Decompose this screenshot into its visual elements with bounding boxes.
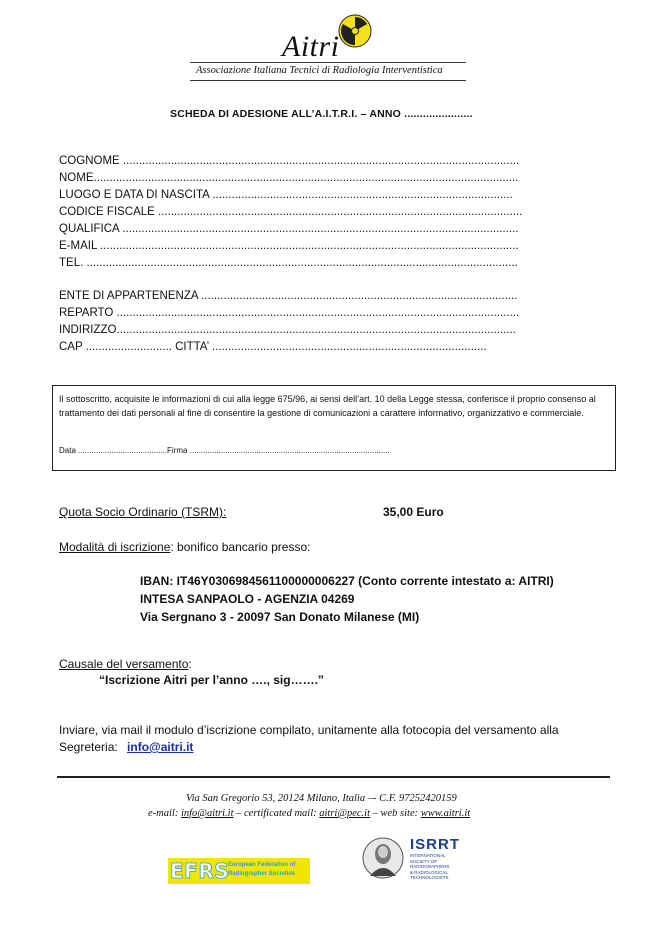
- firma-label: Firma: [167, 446, 188, 455]
- consent-text: Il sottoscritto, acquisite le informazioni di cui alla legge 675/96, ai sensi dell’art. 10 della Legge stessa, conferisce il proprio consenso al trattamento dei dati personali al fine di consentire la gestione di comunicazioni a carattere informativo, organizzativo e commerciale.: [59, 394, 596, 418]
- footer-contacts: [148, 808, 470, 819]
- aitri-logo: [190, 12, 470, 84]
- segreteria-label: Segreteria:: [59, 740, 118, 754]
- isrrt-logo: [362, 834, 472, 884]
- footer-divider: [57, 776, 610, 778]
- field-email[interactable]: E-MAIL ...................................................................................................................................: [59, 240, 519, 252]
- footer-email-label: e-mail:: [148, 808, 179, 819]
- isrrt-name-line-4: & RADIOLOGICAL: [410, 869, 449, 875]
- firma-field[interactable]: ..........................................................................................: [189, 446, 390, 455]
- invio-block: [59, 722, 559, 756]
- field-cap-citta[interactable]: CAP ........................... CITTA’ ......................................................................................: [59, 341, 487, 353]
- field-codice-fiscale[interactable]: CODICE FISCALE ..................................................................................................................: [59, 206, 523, 218]
- modalita-text: : bonifico bancario presso:: [170, 540, 311, 554]
- efrs-name: [228, 861, 295, 879]
- data-field[interactable]: ........................................: [78, 446, 168, 455]
- modalita-row: [59, 540, 310, 554]
- field-qualifica[interactable]: QUALIFICA ............................................................................................................................: [59, 223, 519, 235]
- member-form: [59, 154, 607, 355]
- isrrt-name-line-5: TECHNOLOGISTS: [410, 875, 449, 880]
- causale-colon: :: [188, 657, 192, 671]
- logo-underline: [190, 62, 466, 63]
- consent-signature-line: [59, 446, 609, 455]
- field-ente[interactable]: ENTE DI APPARTENENZA ...................................................................................................: [59, 290, 518, 302]
- segreteria-email-link[interactable]: info@aitri.it: [127, 740, 194, 754]
- radiation-icon: [338, 14, 372, 48]
- isrrt-portrait-icon: [362, 836, 404, 880]
- efrs-badge: [168, 858, 230, 884]
- field-indirizzo[interactable]: INDIRIZZO.............................................................................................................................: [59, 324, 516, 336]
- isrrt-abbr: ISRRT: [410, 836, 460, 853]
- association-name: Associazione Italiana Tecnici di Radiologia Interventistica: [196, 65, 443, 76]
- invio-line-1: Inviare, via mail il modulo d’iscrizione compilato, unitamente alla fotocopia del versamento alla: [59, 723, 559, 737]
- field-tel[interactable]: TEL. .......................................................................................................................................: [59, 257, 518, 269]
- logo-underline-bottom: [190, 80, 466, 81]
- invio-line-2: [59, 739, 559, 756]
- bank-address-line: Via Sergnano 3 - 20097 San Donato Milanese (MI): [140, 610, 420, 624]
- isrrt-name: [410, 853, 450, 881]
- field-reparto[interactable]: REPARTO ..............................................................................................................................: [59, 307, 520, 319]
- footer-pec-link[interactable]: aitri@pec.it: [319, 808, 371, 819]
- modalita-label: Modalità di iscrizione: [59, 540, 171, 554]
- logo-wordmark: Aitri: [282, 30, 340, 63]
- isrrt-name-line-1: INTERNATIONAL: [410, 853, 446, 858]
- footer-web-link[interactable]: www.aitri.it: [420, 808, 471, 819]
- efrs-abbr: EFRS: [170, 859, 230, 883]
- efrs-logo: [168, 858, 310, 884]
- data-label: Data: [59, 446, 76, 455]
- efrs-name-line-2: Radiographer Societies: [228, 871, 296, 877]
- causale-row: [59, 657, 192, 671]
- efrs-name-line-1: European Federation of: [228, 862, 296, 868]
- bank-line: INTESA SANPAOLO - AGENZIA 04269: [140, 592, 355, 606]
- field-luogo-data-nascita[interactable]: LUOGO E DATA DI NASCITA ..............................................................................................: [59, 189, 513, 201]
- form-title: SCHEDA DI ADESIONE ALL’A.I.T.R.I. – ANNO ......................: [170, 108, 473, 120]
- causale-text: “Iscrizione Aitri per l’anno …., sig…….”: [99, 673, 324, 687]
- iban-line: IBAN: IT46Y0306984561100000006227 (Conto corrente intestato a: AITRI): [140, 574, 554, 588]
- quota-label: Quota Socio Ordinario (TSRM):: [59, 505, 227, 519]
- footer-web-label: – web site:: [372, 808, 419, 819]
- footer-cert-label: – certificated mail:: [236, 808, 317, 819]
- field-nome[interactable]: NOME.....................................................................................................................................: [59, 172, 519, 184]
- bank-details: [140, 572, 554, 626]
- quota-row: [59, 505, 619, 519]
- footer-address: Via San Gregorio 53, 20124 Milano, Italia –- C.F. 97252420159: [186, 793, 457, 804]
- causale-label: Causale del versamento: [59, 657, 189, 671]
- field-cognome[interactable]: COGNOME ............................................................................................................................: [59, 155, 520, 167]
- footer-email-link[interactable]: info@aitri.it: [180, 808, 234, 819]
- isrrt-name-line-3: RADIOGRAPHERS: [410, 864, 450, 869]
- consent-box: [52, 385, 616, 471]
- isrrt-name-line-2: SOCIETY OF: [410, 858, 438, 864]
- quota-value: 35,00 Euro: [383, 505, 444, 519]
